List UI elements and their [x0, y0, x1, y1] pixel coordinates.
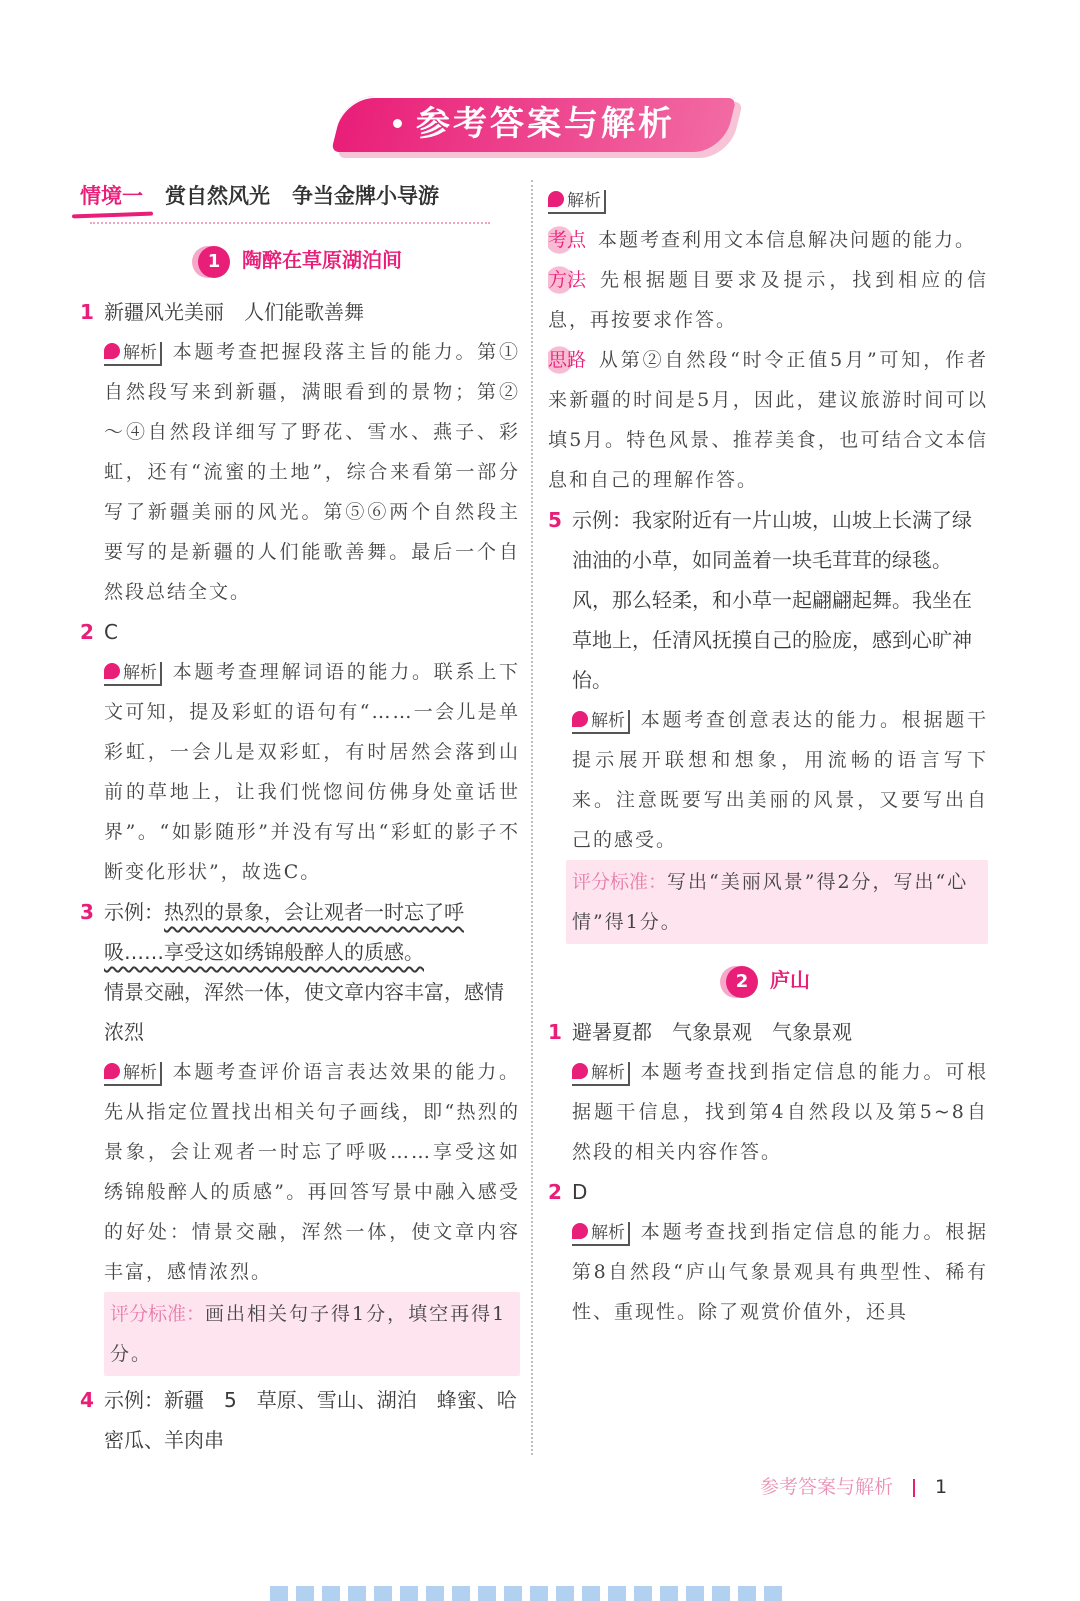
- question-number: 3: [80, 900, 94, 924]
- fangfa-text: 先根据题目要求及提示，找到相应的信息，再按要求作答。: [548, 269, 988, 331]
- analysis-block: [548, 1052, 988, 1172]
- section-heading-2: [548, 964, 988, 998]
- analysis-label-text: 解析: [123, 1063, 157, 1083]
- question-4: [80, 1380, 520, 1460]
- scoring-text: 写出“美丽风景”得2分，写出“心情”得1分。: [572, 871, 969, 933]
- analysis-block: [548, 1212, 988, 1332]
- flower-icon: [548, 191, 564, 207]
- question-number: 2: [548, 1180, 562, 1204]
- analysis-label: [104, 342, 162, 366]
- section-number-badge: 1: [198, 246, 230, 278]
- analysis-block: [548, 700, 988, 860]
- question-s2-2: [548, 1172, 988, 1212]
- answer-text: 避暑夏都 气象景观 气象景观: [572, 1020, 852, 1044]
- fangfa-block: [548, 260, 988, 340]
- section-number-badge: 2: [726, 966, 758, 998]
- analysis-text: 本题考查理解词语的能力。联系上下文可知，提及彩虹的语句有“……一会儿是单彩虹，一会儿是双彩虹，有时居然会落到山前的草地上，让我们恍惚间仿佛身处童话世界”。“如影随形”并没有写出“彩虹的影子不断变化形状”，故选C。: [104, 661, 520, 883]
- question-number: 1: [548, 1020, 562, 1044]
- analysis-label: [572, 1062, 630, 1086]
- answer-prefix: 示例：: [104, 900, 164, 924]
- analysis-block: [80, 332, 520, 612]
- analysis-block: [80, 652, 520, 892]
- analysis-text: 本题考查找到指定信息的能力。可根据题干信息，找到第4自然段以及第5~8自然段的相关内容作答。: [572, 1061, 988, 1163]
- question-3: [80, 892, 520, 1052]
- section-title: 庐山: [770, 968, 810, 992]
- answer-text: 新疆风光美丽 人们能歌善舞: [104, 300, 364, 324]
- analysis-label-text: 解析: [591, 711, 625, 731]
- answer-text: 情景交融，浑然一体，使文章内容丰富，感情浓烈: [104, 980, 504, 1044]
- analysis-label: [104, 1062, 162, 1086]
- chapter-tag: 情境一: [80, 184, 143, 208]
- analysis-label-text: 解析: [123, 343, 157, 363]
- flower-icon: [572, 711, 588, 727]
- banner-title: [338, 96, 730, 152]
- banner-title-text: 参考答案与解析: [416, 104, 675, 144]
- bottom-stripe: [270, 1586, 790, 1601]
- kaodian-label: 考点: [548, 220, 586, 260]
- answer-text: 示例：新疆 5 草原、雪山、湖泊 蜂蜜、哈密瓜、羊肉串: [104, 1388, 517, 1452]
- kaodian-text: 本题考查利用文本信息解决问题的能力。: [598, 229, 977, 251]
- analysis-label: [572, 710, 630, 734]
- silu-block: [548, 340, 988, 500]
- analysis-text: 本题考查找到指定信息的能力。根据第8自然段“庐山气象景观具有典型性、稀有性、重现性。除了观赏价值外，还具: [572, 1221, 988, 1323]
- kaodian-block: [548, 220, 988, 260]
- analysis-label-text: 解析: [591, 1223, 625, 1243]
- silu-label: 思路: [548, 340, 586, 380]
- flower-icon: [104, 663, 120, 679]
- question-number: 2: [80, 620, 94, 644]
- scoring-label: 评分标准：: [572, 871, 668, 893]
- bullet-dot-icon: [393, 119, 402, 128]
- analysis-label-text: 解析: [567, 191, 601, 211]
- analysis-label-text: 解析: [591, 1063, 625, 1083]
- question-1: [80, 292, 520, 332]
- question-5: [548, 500, 988, 700]
- chapter-subtitle: 争当金牌小导游: [292, 184, 439, 208]
- flower-icon: [104, 343, 120, 359]
- scoring-box: [566, 860, 988, 944]
- answer-text: D: [572, 1180, 588, 1204]
- answer-text: 示例：我家附近有一片山坡，山坡上长满了绿油油的小草，如同盖着一块毛茸茸的绿毯。风，那么轻柔，和小草一起翩翩起舞。我坐在草地上，任清风抚摸自己的脸庞，感到心旷神怡。: [572, 508, 972, 692]
- chapter-rule: [90, 222, 490, 224]
- section-title: 陶醉在草原湖泊间: [242, 248, 402, 272]
- page-footer: [760, 1472, 947, 1499]
- analysis-label: [548, 190, 606, 214]
- analysis-text: 本题考查创意表达的能力。根据题干提示展开联想和想象，用流畅的语言写下来。注意既要写出美丽的风景，又要写出自己的感受。: [572, 709, 988, 851]
- question-s2-1: [548, 1012, 988, 1052]
- chapter-title: 赏自然风光: [165, 184, 270, 208]
- silu-text: 从第②自然段“时令正值5月”可知，作者来新疆的时间是5月，因此，建议旅游时间可以填5月。特色风景、推荐美食，也可结合文本信息和自己的理解作答。: [548, 349, 988, 491]
- question-number: 5: [548, 508, 562, 532]
- analysis-block: [80, 1052, 520, 1292]
- section-heading-1: [80, 244, 520, 278]
- footer-text: 参考答案与解析: [760, 1476, 894, 1498]
- question-number: 1: [80, 300, 94, 324]
- left-column: [80, 180, 520, 1460]
- analysis-label: [104, 662, 162, 686]
- title-banner: [338, 96, 738, 160]
- scoring-box: [104, 1292, 520, 1376]
- flower-icon: [572, 1063, 588, 1079]
- underlined-sentence: 热烈的景象，会让观者一时忘了呼吸……享受这如绣锦般醉人的质感。: [104, 900, 464, 964]
- analysis-text: 本题考查把握段落主旨的能力。第①自然段写来到新疆，满眼看到的景物；第②～④自然段详细写了野花、雪水、燕子、彩虹，还有“流蜜的土地”，综合来看第一部分写了新疆美丽的风光。第⑤⑥两个自然段主要写的是新疆的人们能歌善舞。最后一个自然段总结全文。: [104, 341, 520, 603]
- page-number: 1: [935, 1476, 948, 1498]
- answer-text: C: [104, 620, 118, 644]
- question-2: [80, 612, 520, 652]
- scoring-text: 画出相关句子得1分，填空再得1分。: [110, 1303, 507, 1365]
- flower-icon: [104, 1063, 120, 1079]
- fangfa-label: 方法: [548, 260, 586, 300]
- column-divider: [531, 180, 533, 1455]
- footer-separator: [913, 1479, 915, 1497]
- analysis-header: [548, 180, 988, 220]
- analysis-text: 本题考查评价语言表达效果的能力。先从指定位置找出相关句子画线，即“热烈的景象，会让观者一时忘了呼吸……享受这如绣锦般醉人的质感”。再回答写景中融入感受的好处：情景交融，浑然一体，使文章内容丰富，感情浓烈。: [104, 1061, 520, 1283]
- scoring-label: 评分标准：: [110, 1303, 206, 1325]
- analysis-label-text: 解析: [123, 663, 157, 683]
- chapter-heading: [80, 180, 520, 220]
- question-number: 4: [80, 1388, 94, 1412]
- flower-icon: [572, 1223, 588, 1239]
- right-column: [548, 180, 988, 1332]
- analysis-label: [572, 1222, 630, 1246]
